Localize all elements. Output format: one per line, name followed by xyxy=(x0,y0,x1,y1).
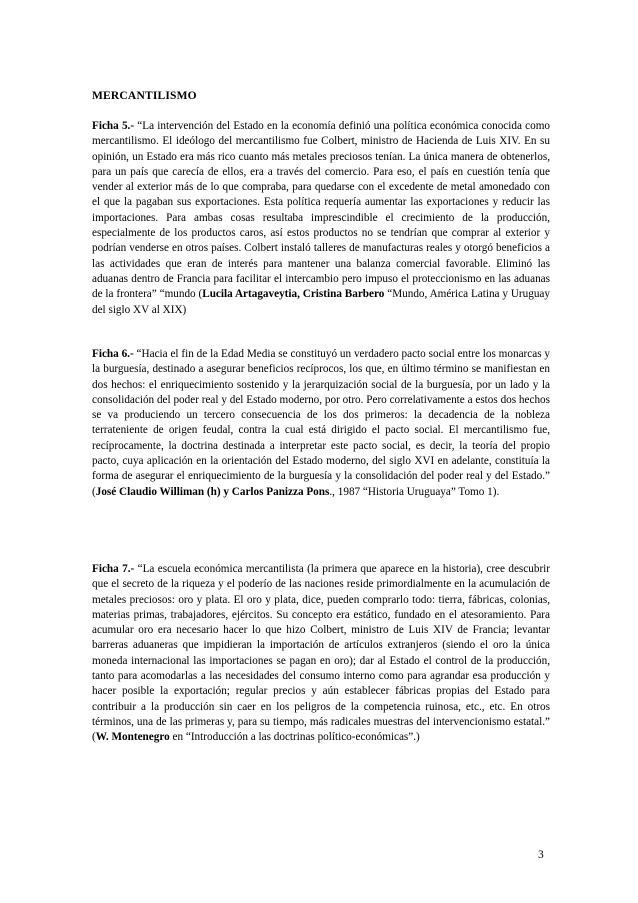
ficha-7-source: en “Introducción a las doctrinas político-económicas”.) xyxy=(169,731,420,744)
ficha-5-source: “Mundo, América Latina y Uruguay del siglo XV al XIX) xyxy=(92,288,550,316)
ficha-6-paragraph xyxy=(92,347,550,500)
ficha-7-paragraph xyxy=(92,562,550,746)
ficha-6-label: Ficha 6.- xyxy=(92,348,134,360)
ficha-5-authors: Lucila Artagaveytia, Cristina Barbero xyxy=(202,288,385,301)
ficha-7-label: Ficha 7.- xyxy=(92,563,135,575)
ficha-6-body: “Hacia el fin de la Edad Media se constituyó un verdadero pacto social entre los monarcas y la burguesía, destinado a asegurar beneficios recíprocos, los que, en último término se manifiestan en dos hechos: el enriquecimiento sostenido y la jerarquización social de la burguesía, por un lado y la consolidación del poder real y del Estado moderno, por otro. Pero correlativamente a estos dos hechos se va produciendo un tercero consecuencia de los dos primeros: la decadencia de la nobleza terrateniente de origen feudal, contra la cual está dirigido el pacto social. El mercantilismo fue, recíprocamente, la doctrina destinada a interpretar este pacto social, es decir, la teoría del propio pacto, cuya aplicación en la orientación del Estado moderno, del siglo XVI en adelante, constituía la forma de asegurar el enriquecimiento de la burguesía y la consolidación del poder real y del Estado.” ( xyxy=(92,348,550,498)
ficha-7-body: “La escuela económica mercantilista (la primera que aparece en la historia), cree descubrir que el secreto de la riqueza y el poderío de las naciones reside primordialmente en la acumulación de metales preciosos: oro y plata. El oro y plata, dice, pueden comprarlo todo: tierra, fábricas, colonias, materias primas, trabajadores, ejércitos. Su concepto era estático, fundado en el atesoramiento. Para acumular oro era necesario hacer lo que hizo Colbert, ministro de Luis XIV de Francia; levantar barreras aduaneras que impidieran la importación de artículos extranjeros (siendo el oro la única moneda internacional las importaciones se pagan en oro); dar al Estado el control de la producción, tanto para acomodarlas a las necesidades del consumo interno como para agrandar esa producción y hacer posible la exportación; regular precios y aún establecer fábricas propias del Estado para contribuir a la producción sin caer en los peligros de la competencia ruinosa, etc., etc. En otros términos, una de las primeras y, para su tiempo, más radicales muestras del intervencionismo estatal.” ( xyxy=(92,563,551,744)
ficha-6-authors: José Claudio Williman (h) y Carlos Panizza Pons xyxy=(95,485,330,498)
ficha-6-source: ., 1987 “Historia Uruguaya” Tomo 1). xyxy=(329,485,500,498)
page-number: 3 xyxy=(538,849,544,861)
ficha-7-authors: W. Montenegro xyxy=(95,731,170,744)
ficha-5-label: Ficha 5.- xyxy=(92,120,135,132)
ficha-5-body: “La intervención del Estado en la economía definió una política económica conocida como mercantilismo. El ideólogo del mercantilismo fue Colbert, ministro de Hacienda de Luis XIV. En su opinión, un Estado era más rico cuanto más metales preciosos tenían. La única manera de obtenerlos, para un país que carecía de ellos, era a través del comercio. Para eso, el país en cuestión tenía que vender al exterior más de lo que compraba, para quedarse con el excedente de metal amonedado con el que la pagaban sus exportaciones. Esta política requería aumentar las exportaciones y reducir las importaciones. Para ambas cosas resultaba imprescindible el crecimiento de la producción, especialmente de los productos caros, así estos productos no se tendrían que comprar al exterior y podrían venderse en otros países. Colbert instaló talleres de manufacturas reales y otorgó beneficios a las actividades que eran de interés para mantener una balanza comercial favorable. Eliminó las aduanas dentro de Francia para facilitar el intercambio pero impuso el proteccionismo en las aduanas de la frontera” “mundo ( xyxy=(92,120,550,301)
ficha-5-paragraph xyxy=(92,119,550,318)
document-title: MERCANTILISMO xyxy=(92,90,197,102)
